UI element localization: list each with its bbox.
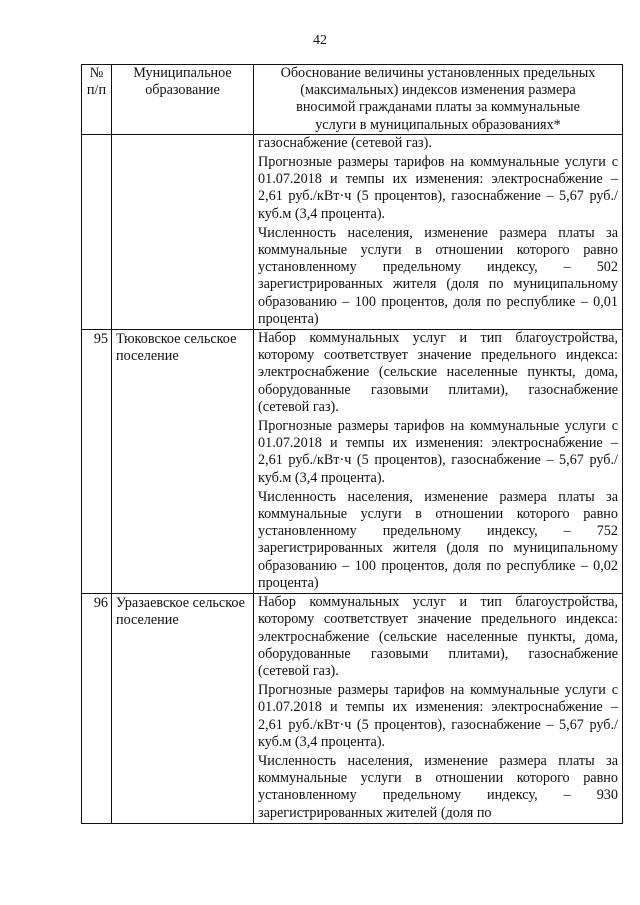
municipality-name: Уразаевское сельское поселение: [112, 594, 254, 824]
table-row: [82, 330, 623, 594]
header-num: № п/п: [82, 65, 112, 135]
table-row: [82, 594, 623, 824]
table-header-row: [82, 65, 623, 135]
header-municipality: Муниципальное образование: [112, 65, 254, 135]
paragraph: Численность населения, изменение размера платы за коммунальные услуги в отношении которого равно установленному предельному индексу, – 752 зарегистрированных жителя (доля по муниципальному образованию – 100 процентов, доля по республике – 0,02 процента): [258, 488, 618, 591]
municipality-name: Тюковское сельское поселение: [112, 330, 254, 594]
paragraph: Набор коммунальных услуг и тип благоустройства, которому соответствует значение предельного индекса: электроснабжение (сельские населенные пункты, дома, оборудованные газовыми плитами), газоснабжение (сетевой газ).: [258, 330, 618, 415]
justification-cell: [254, 330, 623, 594]
header-justification: Обоснование величины установленных предельных (максимальных) индексов изменения размера вносимой гражданами платы за коммунальные услуги в муниципальных образованиях*: [254, 65, 623, 135]
justification-cell: [254, 134, 623, 329]
municipality-name: [112, 134, 254, 329]
justification-cell: [254, 594, 623, 824]
paragraph: Прогнозные размеры тарифов на коммунальные услуги с 01.07.2018 и темпы их изменения: электроснабжение – 2,61 руб./кВт·ч (5 процентов), газоснабжение – 5,67 руб./куб.м (3,4 процента).: [258, 682, 618, 750]
tariff-table: [81, 64, 623, 824]
paragraph: Численность населения, изменение размера платы за коммунальные услуги в отношении которого равно установленному предельному индексу, – 502 зарегистрированных жителя (доля по муниципальному образованию – 100 процентов, доля по республике – 0,01 процента): [258, 224, 618, 327]
paragraph: Прогнозные размеры тарифов на коммунальные услуги с 01.07.2018 и темпы их изменения: электроснабжение – 2,61 руб./кВт·ч (5 процентов), газоснабжение – 5,67 руб./куб.м (3,4 процента).: [258, 154, 618, 222]
paragraph: Набор коммунальных услуг и тип благоустройства, которому соответствует значение предельного индекса: электроснабжение (сельские населенные пункты, дома, оборудованные газовыми плитами), газоснабжение (сетевой газ).: [258, 594, 618, 679]
paragraph: Прогнозные размеры тарифов на коммунальные услуги с 01.07.2018 и темпы их изменения: электроснабжение – 2,61 руб./кВт·ч (5 процентов), газоснабжение – 5,67 руб./куб.м (3,4 процента).: [258, 418, 618, 486]
table-row: [82, 134, 623, 329]
paragraph: Численность населения, изменение размера платы за коммунальные услуги в отношении которого равно установленному предельному индексу, – 930 зарегистрированных жителей (доля по: [258, 752, 618, 821]
paragraph: газоснабжение (сетевой газ).: [258, 134, 432, 151]
row-number: 96: [82, 594, 112, 824]
row-number: 95: [82, 330, 112, 594]
row-number: [82, 134, 112, 329]
page-number: 42: [313, 33, 327, 48]
